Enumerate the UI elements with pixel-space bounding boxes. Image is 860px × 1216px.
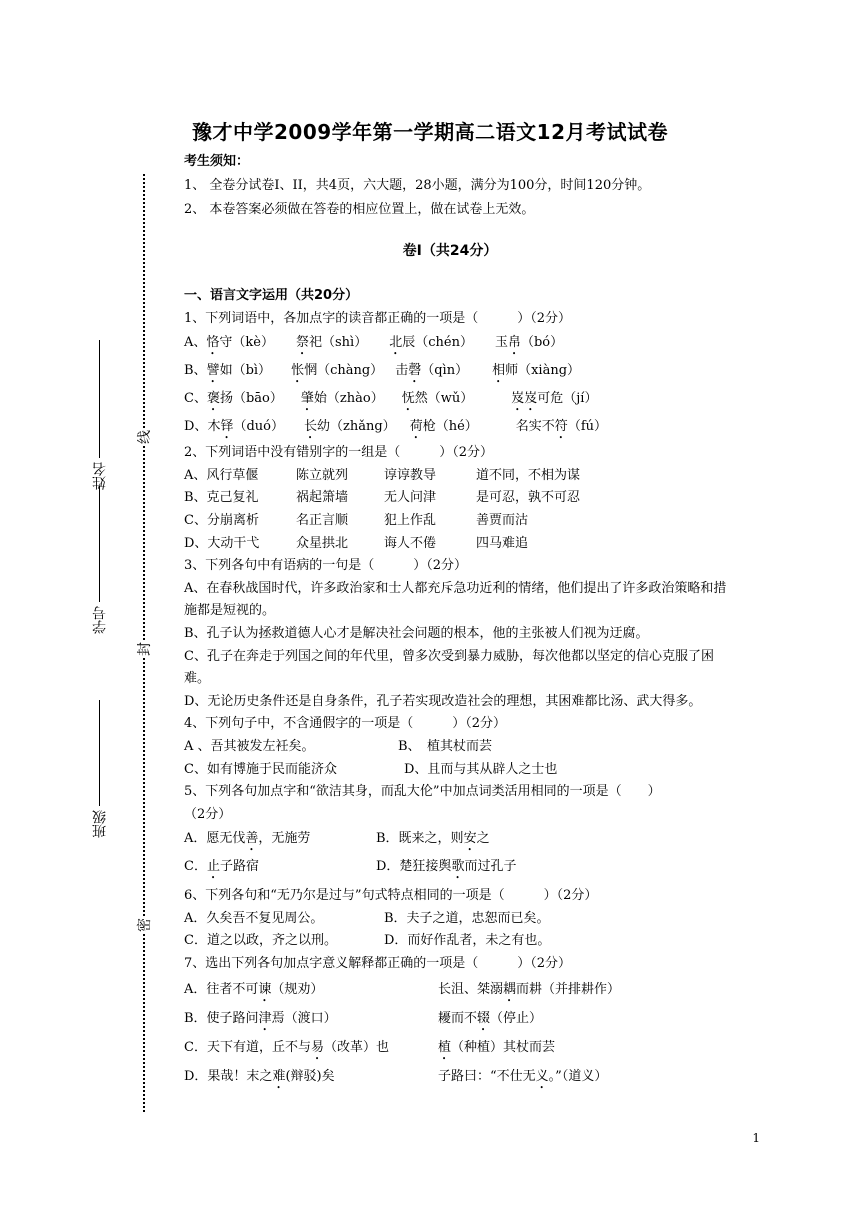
question-stem: 1、下列词语中，各加点字的读音都正确的一项是（ ）（2分） (184, 310, 572, 326)
part-title: 卷Ⅰ（共24分） (402, 243, 498, 259)
question-option: C、如有博施于民而能济众 D、且而与其从辟人之士也 (184, 761, 558, 777)
seal-char-secret: 密 (137, 918, 153, 932)
question-stem: 4、下列句子中，不含通假字的一项是（ ）（2分） (184, 716, 507, 732)
student-id-blank-line (99, 486, 100, 602)
question-option: D．果哉！末之难(辩驳)矣 子路曰：“不仕无义。”（道义） (184, 1068, 608, 1084)
class-blank-line (99, 700, 100, 806)
question-stem: 2、下列词语中没有错别字的一组是（ ）（2分） (184, 445, 494, 461)
question-option: C．道之以政，齐之以刑。 D．而好作乱者，未之有也。 (184, 933, 551, 949)
question-stem: 7、选出下列各句加点字意义解释都正确的一项是（ ）（2分） (184, 956, 572, 972)
class-label: 班级 (92, 810, 108, 838)
seal-char-seal: 封 (137, 642, 153, 656)
question-option: B、譬如（bì） 怅惘（chàng） 击磬（qìn） 相师（xiàng） (184, 363, 581, 379)
question-option: D、大动干弋 众星拱北 诲人不倦 四马难追 (184, 535, 529, 551)
question-option: A、恪守（kè） 祭祀（shì） 北辰（chén） 玉帛（bó） (184, 335, 564, 351)
student-id-label: 学号 (92, 606, 108, 634)
notice-item: 2、 本卷答案必须做在答卷的相应位置上，做在试卷上无效。 (184, 202, 535, 217)
question-option: B．使子路问津焉（渡口） 耰而不辍（停止） (184, 1010, 543, 1026)
question-option: D、无论历史条件还是自身条件，孔子若实现改造社会的理想，其困难都比汤、武大得多。 (184, 693, 702, 709)
question-option: C．天下有道，丘不与易（改革）也 植（种植）其杖而芸 (184, 1039, 556, 1055)
section-heading: 一、语言文字运用（共20分） (184, 288, 359, 303)
notice-heading: 考生须知： (184, 154, 250, 169)
page-number: 1 (752, 1131, 760, 1145)
question-score: （2分） (184, 806, 232, 822)
question-stem: 5、下列各句加点字和“欲洁其身，而乱大伦”中加点词类活用相同的一项是（ ） (184, 784, 661, 800)
exam-title: 豫才中学2009学年第一学期高二语文12月考试试卷 (192, 120, 668, 144)
question-option: A、在春秋战国时代，许多政治家和士人都充斥急功近利的情绪，他们提出了许多政治策略和措施都是短视的。 (184, 580, 727, 619)
question-option: A．往者不可谏（规劝） 长沮、桀溺耦而耕（并排耕作） (184, 981, 621, 997)
notice-item: 1、 全卷分试卷I、II，共4页，六大题，28小题，满分为100分，时间120分钟。 (184, 178, 651, 193)
question-option: A 、吾其被发左衽矣。 B、 植其杖而芸 (184, 738, 493, 754)
question-option: B、孔子认为拯救道德人心才是解决社会问题的根本，他的主张被人们视为迂腐。 (184, 625, 649, 641)
seal-char-line: 线 (137, 430, 153, 444)
question-option: C．止子路宿 D．楚狂接舆歌而过孔子 (184, 859, 517, 875)
questions (184, 285, 734, 1092)
question-option: C、褒扬（bāo） 肇始（zhào） 怃然（wǔ） 岌岌可危（jí） (184, 391, 598, 407)
question-option: C、分崩离析 名正言顺 犯上作乱 善贾而沽 (184, 512, 529, 528)
name-blank-line (99, 340, 100, 458)
question-stem: 3、下列各句中有语病的一句是（ ）（2分） (184, 558, 468, 574)
question-option: A．愿无伐善，无施劳 B．既来之，则安之 (184, 831, 490, 847)
question-option: C、孔子在奔走于列国之间的年代里，曾多次受到暴力威胁，每次他都以坚定的信心克服了困难。 (184, 648, 714, 687)
name-label: 姓名 (92, 462, 108, 490)
question-option: A．久矣吾不复见周公。 B．夫子之道，忠恕而已矣。 (184, 910, 550, 926)
question-option: A、风行草偃 陈立就列 谆谆教导 道不同，不相为谋 (184, 467, 581, 483)
question-stem: 6、下列各句和“无乃尔是过与”句式特点相同的一项是（ ）（2分） (184, 888, 598, 904)
question-option: D、木铎（duó） 长幼（zhǎng） 荷枪（hé） 名实不符（fú） (184, 419, 607, 435)
question-option: B、克己复礼 祸起箫墙 无人问津 是可忍，孰不可忍 (184, 490, 581, 506)
exam-notice (184, 150, 744, 222)
